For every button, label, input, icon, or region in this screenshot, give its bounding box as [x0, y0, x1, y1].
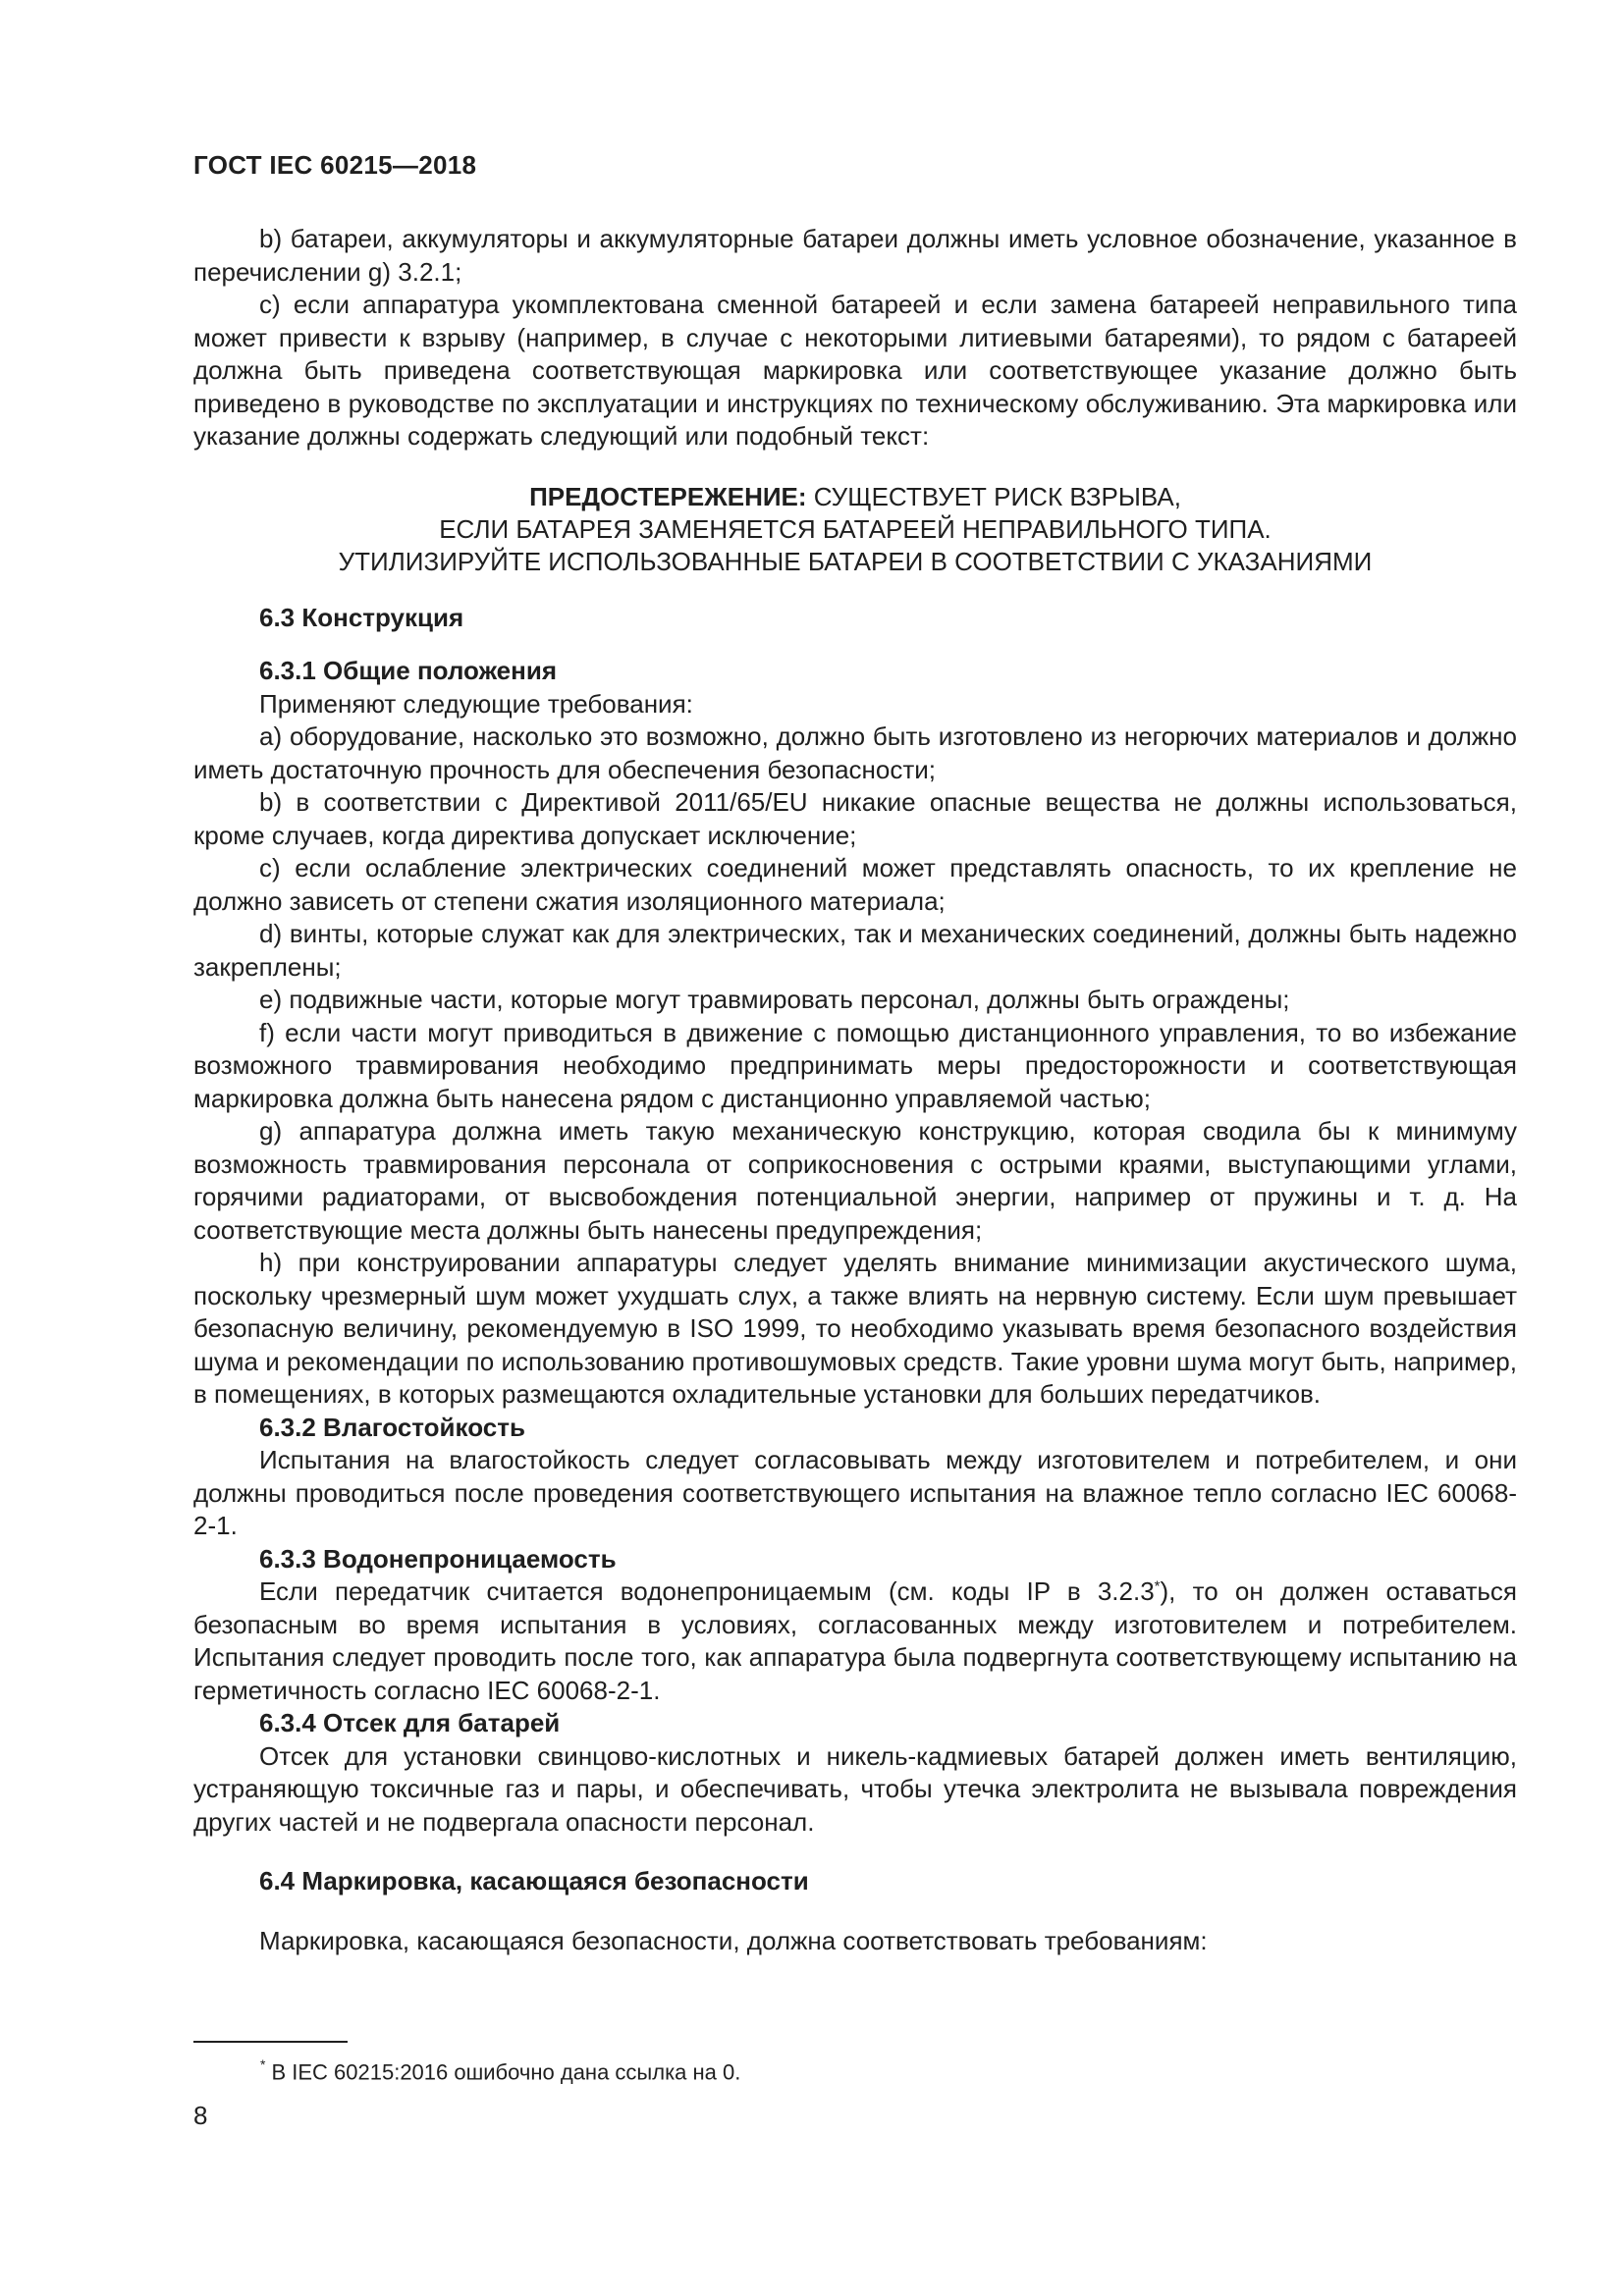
section-6-3-4-text: Отсек для установки свинцово-кислотных и никель-кадмиевых батарей должен иметь вентиляцию, устраняющую токсичные газ и пары, и обеспечивать, чтобы утечка электролита не вызывала повреждения других частей и не подвергала опасности персонал.	[193, 1740, 1517, 1837]
list-item-g: g) аппаратура должна иметь такую механическую конструкцию, которая сводила бы к минимуму возможность травмирования персонала от соприкосновения с острыми краями, выступающими углами, горячими радиаторами, от высвобождения потенциальной энергии, например от пружины и т. д. На соответствующие места должны быть нанесены предупреждения;	[193, 1116, 1517, 1245]
section-6-3-3-text-end: ), то он должен оставаться безопасным во время испытания в условиях, согласованных между изготовителем и потребителем. Испытания следует проводить после того, как аппаратура была подвергнута соответствующему испытанию на герметичность согласно IEC 60068-2-1.	[193, 1576, 1518, 1705]
section-6-3-3-heading: 6.3.3 Водонепроницаемость	[259, 1543, 617, 1574]
section-6-4-heading: 6.4 Маркировка, касающаяся безопасности	[259, 1866, 809, 1896]
paragraph-b-batteries: b) батареи, аккумуляторы и аккумуляторные батареи должны иметь условное обозначение, указанное в перечислении g) 3.2.1;	[193, 224, 1517, 287]
section-6-3-1-heading: 6.3.1 Общие положения	[259, 656, 557, 685]
list-item-e: е) подвижные части, которые могут травмировать персонал, должны быть ограждены;	[259, 985, 1290, 1014]
section-6-3-2-text: Испытания на влагостойкость следует согласовывать между изготовителем и потребителем, и они должны проводиться после проведения соответствующего испытания на влажное тепло согласно IEC 60068-2-1.	[193, 1445, 1517, 1540]
section-6-3-2-heading: 6.3.2 Влагостойкость	[259, 1412, 525, 1442]
section-6-3-3-text	[193, 1575, 1517, 1707]
caution-line-1	[193, 481, 1517, 513]
document-header: ГОСТ IEC 60215—2018	[193, 150, 477, 180]
footnote	[260, 2053, 740, 2086]
caution-line-3: УТИЛИЗИРУЙТЕ ИСПОЛЬЗОВАННЫЕ БАТАРЕИ В СООТВЕТСТВИИ С УКАЗАНИЯМИ	[338, 546, 1373, 576]
caution-line-2: ЕСЛИ БАТАРЕЯ ЗАМЕНЯЕТСЯ БАТАРЕЕЙ НЕПРАВИЛЬНОГО ТИПА.	[439, 513, 1272, 544]
caution-block	[193, 481, 1517, 578]
section-6-4-text: Маркировка, касающаяся безопасности, должна соответствовать требованиям:	[259, 1925, 1208, 1955]
document-body	[193, 223, 1517, 1957]
footnote-mark: *	[260, 2056, 266, 2072]
list-item-a: а) оборудование, насколько это возможно, должно быть изготовлено из негорючих материалов и должно иметь достаточную прочность для обеспечения безопасности;	[193, 721, 1517, 784]
caution-label: ПРЕДОСТЕРЕЖЕНИЕ:	[529, 481, 807, 511]
section-6-3-heading: 6.3 Конструкция	[259, 602, 464, 632]
paragraph-c-replaceable-battery: с) если аппаратура укомплектована сменной батареей и если замена батареей неправильного типа может привести к взрыву (например, в случае с некоторыми литиевыми батареями), то рядом с батареей должна быть приведена соответствующая маркировка или соответствующее указание должно быть приведено в руководстве по эксплуатации и инструкциях по техническому обслуживанию. Эта маркировка или указание должны содержать следующий или подобный текст:	[193, 290, 1517, 451]
section-6-3-1-intro: Применяют следующие требования:	[259, 688, 693, 719]
list-item-h: h) при конструировании аппаратуры следует уделять внимание минимизации акустического шума, поскольку чрезмерный шум может ухудшать слух, а также влиять на нервную систему. Если шум превышает безопасную величину, рекомендуемую в ISO 1999, то необходимо указывать время безопасного воздействия шума и рекомендации по использованию противошумовых средств. Такие уровни шума могут быть, например, в помещениях, в которых размещаются охладительные установки для больших передатчиков.	[193, 1248, 1517, 1409]
caution-line-1-rest: СУЩЕСТВУЕТ РИСК ВЗРЫВА,	[806, 481, 1181, 511]
footnote-divider	[193, 2041, 348, 2043]
list-item-f: f) если части могут приводиться в движение с помощью дистанционного управления, то во избежание возможного травмирования необходимо предпринимать меры предосторожности и соответствующая маркировка должна быть нанесена рядом с дистанционно управляемой частью;	[193, 1017, 1517, 1113]
footnote-text: В IEC 60215:2016 ошибочно дана ссылка на 0.	[271, 2059, 741, 2085]
list-item-b: b) в соответствии с Директивой 2011/65/EU никакие опасные вещества не должны использоваться, кроме случаев, когда директива допускает исключение;	[193, 787, 1517, 850]
footnote-reference: *	[1154, 1577, 1161, 1595]
list-item-d: d) винты, которые служат как для электрических, так и механических соединений, должны быть надежно закреплены;	[193, 919, 1517, 982]
section-6-3-3-text-start: Если передатчик считается водонепроницаемым (см. коды IP в 3.2.3	[259, 1576, 1155, 1606]
list-item-c: с) если ослабление электрических соединений может представлять опасность, то их крепление не должно зависеть от степени сжатия изоляционного материала;	[193, 853, 1517, 916]
page-number: 8	[193, 2101, 208, 2130]
section-6-3-4-heading: 6.3.4 Отсек для батарей	[259, 1708, 561, 1737]
